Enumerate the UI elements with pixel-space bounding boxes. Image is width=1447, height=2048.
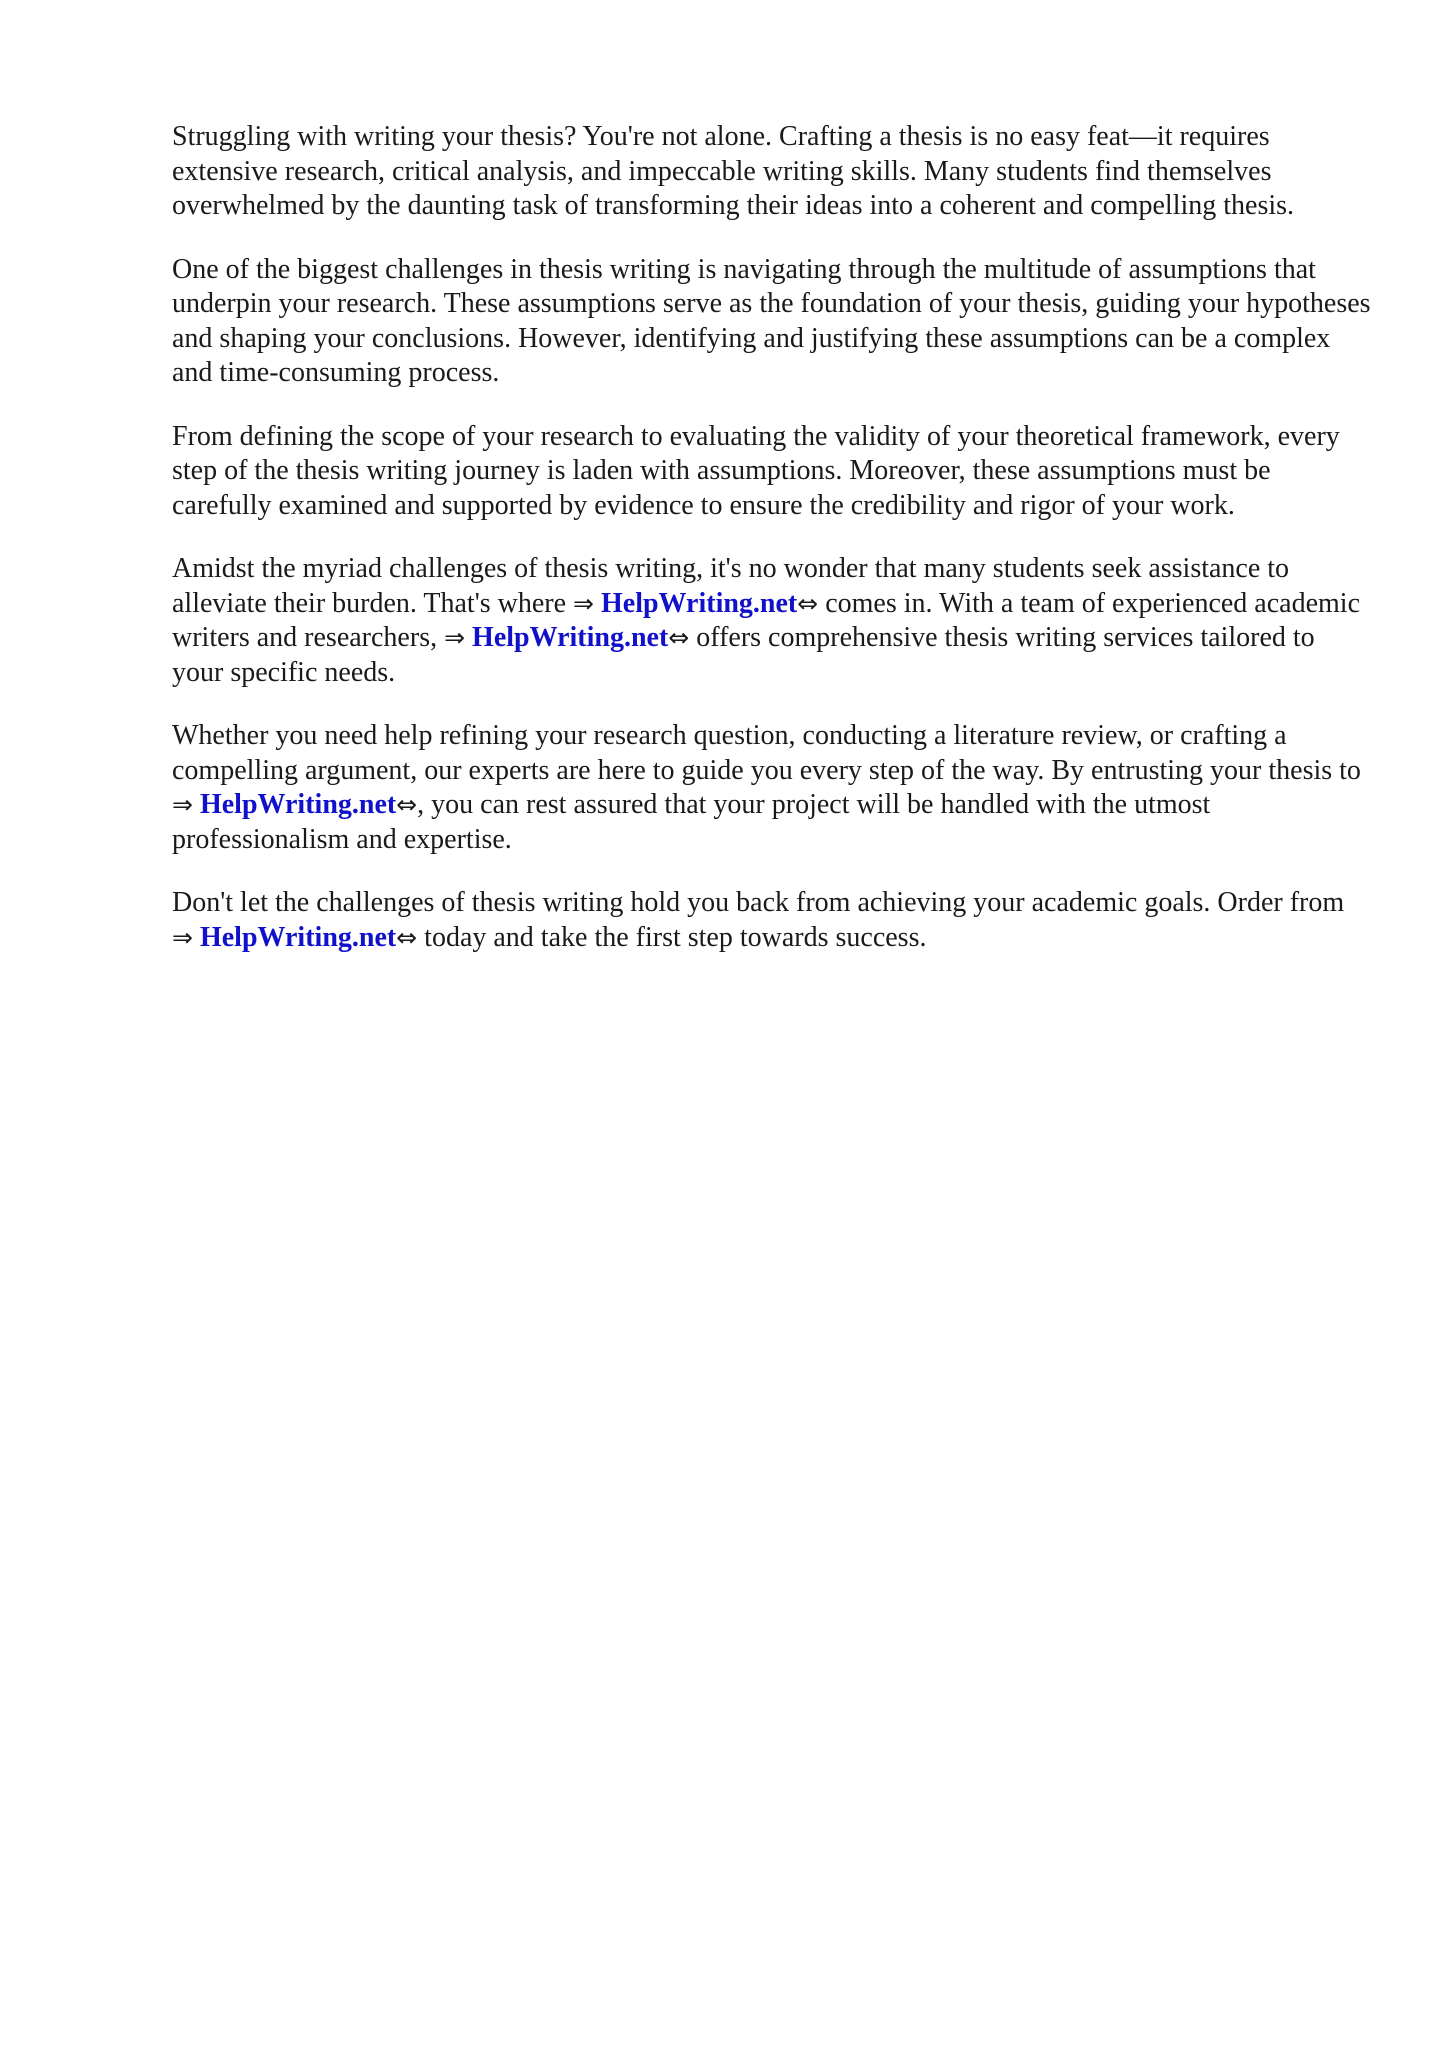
paragraph-text: comes in. With a team of experienced academic writers and researchers, [172,587,1360,653]
paragraph-assistance [172,552,1372,690]
arrow-right-icon: ⇒ [444,623,466,652]
paragraph-text: , you can rest assured that your project will be handled with the utmost professionalism and expertise. [172,789,1211,855]
paragraph-text: Don't let the challenges of thesis writing hold you back from achieving your academic goals. Order from [172,887,1345,918]
paragraph-intro: Struggling with writing your thesis? You're not alone. Crafting a thesis is no easy feat—it requires extensive research, critical analysis, and impeccable writing skills. Many students find themselves overwhelmed by the daunting task of transforming their ideas into a coherent and compelling thesis. [172,121,1295,221]
paragraph-text: offers comprehensive thesis writing services tailored to your specific needs. [172,622,1315,688]
arrow-right-icon: ⇒ [172,922,193,952]
arrow-right-icon: ⇒ [573,588,594,618]
arrow-both-icon: ⇔ [396,790,418,819]
arrow-both-icon: ⇔ [668,623,690,652]
paragraph-call-to-action [172,886,1372,955]
paragraph-text: Amidst the myriad challenges of thesis writing, it's no wonder that many students seek assistance to alleviate their burden. That's where [172,553,1290,619]
paragraph-assumptions: One of the biggest challenges in thesis writing is navigating through the multitude of assumptions that underpin your research. These assumptions serve as the foundation of your thesis, guiding your hypotheses and shaping your conclusions. However, identifying and justifying these assumptions can be a complex and time-consuming process. [172,253,1371,388]
paragraph-text: Whether you need help refining your research question, conducting a literature review, or crafting a compelling argument, our experts are here to guide you every step of the way. By entrusting your thesis to [172,720,1361,786]
document-body [172,120,1372,984]
helpwriting-link[interactable]: HelpWriting.net [199,789,397,820]
arrow-both-icon: ⇔ [396,922,418,952]
arrow-right-icon: ⇒ [172,790,193,819]
helpwriting-link[interactable]: HelpWriting.net [199,921,397,953]
helpwriting-link[interactable]: HelpWriting.net [472,622,669,653]
paragraph-text: today and take the first step towards success. [417,921,927,953]
paragraph-scope: From defining the scope of your research to evaluating the validity of your theoretical framework, every step of the thesis writing journey is laden with assumptions. Moreover, these assumptions must be carefully examined and supported by evidence to ensure the credibility and rigor of your work. [172,420,1340,521]
arrow-both-icon: ⇔ [797,588,819,618]
paragraph-guidance [172,719,1372,857]
helpwriting-link[interactable]: HelpWriting.net [601,587,798,619]
